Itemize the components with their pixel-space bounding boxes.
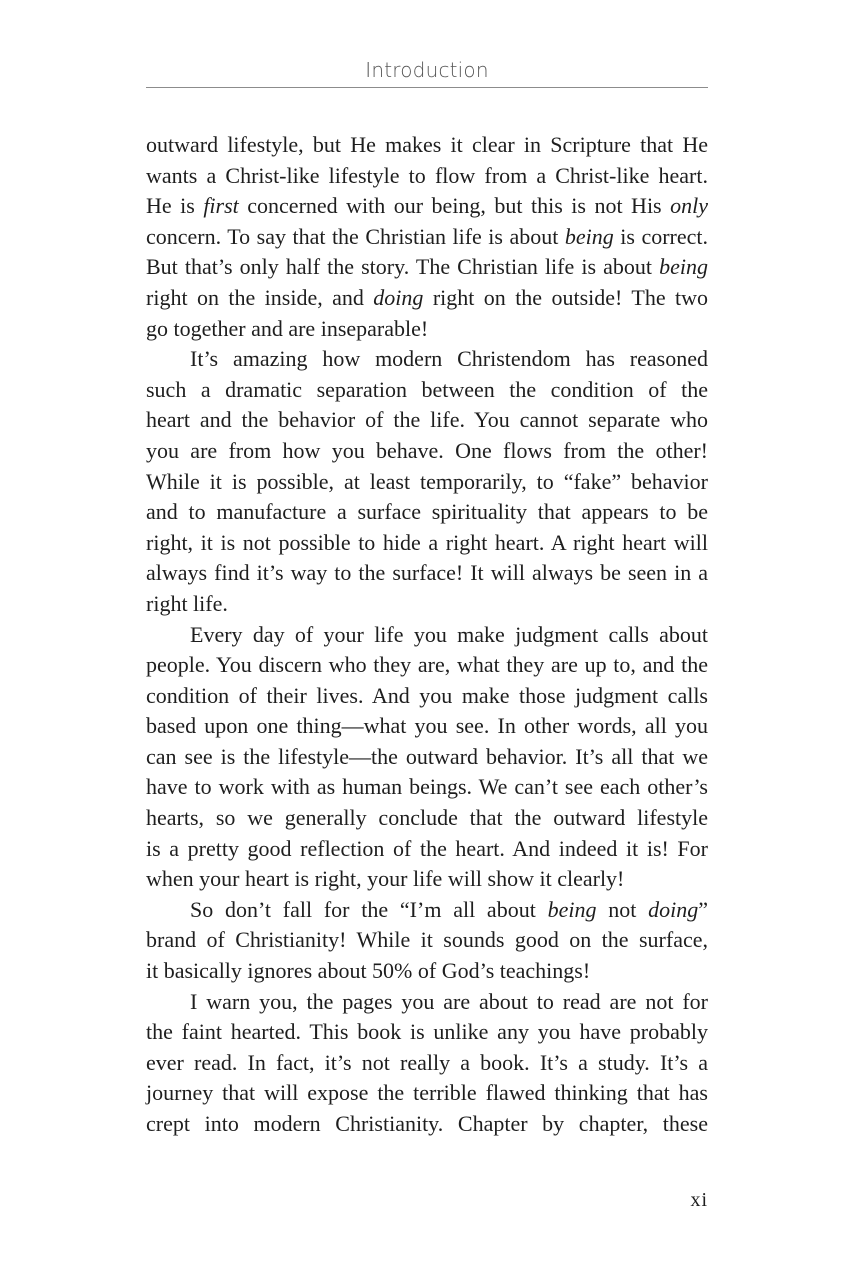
text-line: [146, 1109, 708, 1140]
text-run: not: [596, 896, 649, 922]
text-line: [146, 405, 708, 436]
text-run: wants a Christ-like lifestyle to flow from a Christ-like heart.: [146, 162, 708, 188]
text-line: [146, 344, 708, 375]
text-run: journey that will expose the terrible flawed thinking that has: [146, 1080, 708, 1106]
text-line: [146, 711, 708, 742]
text-run: go together and are inseparable!: [146, 315, 429, 341]
text-run: is correct.: [613, 223, 709, 249]
text-line: [146, 1048, 708, 1079]
text-run: I warn you, the pages you are about to read are not for: [190, 988, 708, 1014]
text-run: it basically ignores about 50% of God’s teachings!: [146, 958, 591, 984]
text-line: [146, 925, 708, 956]
text-line: [146, 497, 708, 528]
text-line: [146, 650, 708, 681]
text-line: [146, 314, 708, 345]
text-run: heart and the behavior of the life. You cannot separate who: [146, 407, 708, 433]
text-run: Every day of your life you make judgment calls about: [190, 621, 708, 647]
emphasis-text: only: [670, 193, 709, 219]
text-run: So don’t fall for the “I’m all about: [190, 896, 548, 922]
text-run: right life.: [146, 590, 228, 616]
text-line: [146, 222, 708, 253]
text-line: [146, 528, 708, 559]
text-line: [146, 436, 708, 467]
text-line: [146, 620, 708, 651]
text-line: [146, 467, 708, 498]
text-line: [146, 375, 708, 406]
text-run: when your heart is right, your life will show it clearly!: [146, 866, 625, 892]
text-line: [146, 803, 708, 834]
text-run: ever read. In fact, it’s not really a book. It’s a study. It’s a: [146, 1049, 708, 1075]
text-line: [146, 834, 708, 865]
text-run: is a pretty good reflection of the heart. And indeed it is! For: [146, 835, 708, 861]
text-run: such a dramatic separation between the condition of the: [146, 376, 708, 402]
text-run: concerned with our being, but this is not His: [238, 193, 671, 219]
emphasis-text: being: [564, 223, 614, 249]
text-line: [146, 681, 708, 712]
text-run: ”: [698, 896, 708, 922]
text-line: [146, 589, 708, 620]
text-line: [146, 772, 708, 803]
text-run: condition of their lives. And you make those judgment calls: [146, 682, 708, 708]
text-run: right on the outside! The two: [423, 284, 708, 310]
text-run: you are from how you behave. One flows from the other!: [146, 437, 708, 463]
text-run: right on the inside, and: [146, 284, 374, 310]
text-line: [146, 283, 708, 314]
text-line: [146, 252, 708, 283]
text-line: [146, 1017, 708, 1048]
text-run: and to manufacture a surface spirituality that appears to be: [146, 499, 708, 525]
text-run: based upon one thing—what you see. In other words, all you: [146, 713, 708, 739]
emphasis-text: first: [203, 193, 239, 219]
text-run: But that’s only half the story. The Christian life is about: [146, 254, 660, 280]
text-line: [146, 864, 708, 895]
emphasis-text: being: [659, 254, 708, 280]
text-line: [146, 558, 708, 589]
text-run: hearts, so we generally conclude that the outward lifestyle: [146, 805, 708, 831]
text-run: He is: [146, 193, 204, 219]
text-run: While it is possible, at least temporarily, to “fake” behavior: [146, 468, 708, 494]
header-rule: [146, 87, 708, 88]
text-run: have to work with as human beings. We can’t see each other’s: [146, 774, 708, 800]
emphasis-text: doing: [373, 284, 424, 310]
text-line: [146, 987, 708, 1018]
text-run: concern. To say that the Christian life is about: [146, 223, 565, 249]
text-run: can see is the lifestyle—the outward behavior. It’s all that we: [146, 743, 708, 769]
text-run: always find it’s way to the surface! It will always be seen in a: [146, 560, 708, 586]
text-line: [146, 161, 708, 192]
emphasis-text: doing: [648, 896, 699, 922]
body-text: [146, 130, 708, 1140]
text-run: brand of Christianity! While it sounds good on the surface,: [146, 927, 708, 953]
text-run: It’s amazing how modern Christendom has reasoned: [190, 346, 708, 372]
running-head: Introduction: [365, 58, 489, 82]
text-line: [146, 956, 708, 987]
text-line: [146, 742, 708, 773]
text-line: [146, 191, 708, 222]
text-run: outward lifestyle, but He makes it clear in Scripture that He: [146, 132, 708, 157]
text-run: the faint hearted. This book is unlike any you have probably: [146, 1019, 708, 1045]
text-run: people. You discern who they are, what they are up to, and the: [146, 652, 708, 678]
text-run: right, it is not possible to hide a right heart. A right heart will: [146, 529, 708, 555]
emphasis-text: being: [547, 896, 597, 922]
page-number: xi: [690, 1189, 708, 1211]
text-line: [146, 895, 708, 926]
text-line: [146, 130, 708, 161]
text-run: crept into modern Christianity. Chapter by chapter, these: [146, 1111, 708, 1136]
text-line: [146, 1078, 708, 1109]
